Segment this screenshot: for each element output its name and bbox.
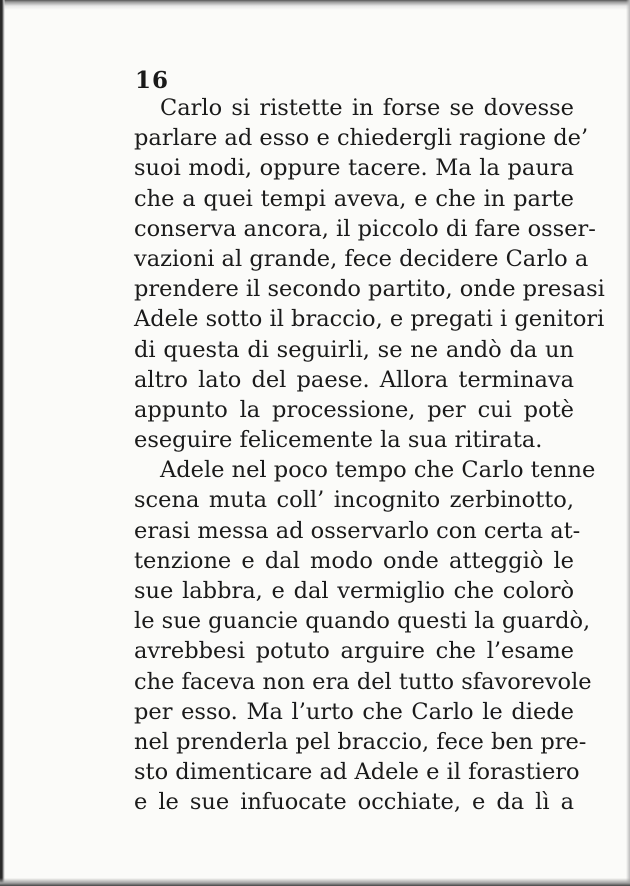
page-bottom-edge [0,878,630,886]
text-line: che faceva non era del tutto sfavorevole [134,668,592,695]
text-line: erasi messa ad osservarlo con certa at- [134,517,581,544]
text-line: sto dimenticare ad Adele e il forastiero [134,759,580,786]
page-number: 16 [135,67,170,94]
text-line: per esso. Ma l’urto che Carlo le diede [134,698,574,725]
page-left-edge [0,0,5,886]
text-line: nel prenderla pel braccio, fece ben pre- [134,728,587,755]
text-line: eseguire felicemente la sua ritirata. [134,427,543,454]
text-line: suoi modi, oppure tacere. Ma la paura [134,155,574,182]
text-line: avrebbesi potuto arguire che l’esame [134,638,574,665]
page-right-edge [626,0,630,886]
text-line: e le sue infuocate occhiate, e da lì a [134,789,574,816]
body-text [134,93,605,818]
text-line: tenzione e dal modo onde atteggiò le [134,547,574,574]
text-line: sue labbra, e dal vermiglio che colorò [134,578,574,604]
text-line: appunto la processione, per cui potè [134,396,574,423]
text-line: vazioni al grande, fece decidere Carlo a [134,245,589,272]
text-line: scena muta coll’ incognito zerbinotto, [134,487,574,514]
text-line: Carlo si ristette in forse se dovesse [160,95,574,121]
text-line: altro lato del paese. Allora terminava [134,366,574,393]
text-line: parlare ad esso e chiedergli ragione de’ [134,125,589,152]
text-line: prendere il secondo partito, onde presasi [134,276,605,303]
text-line: che a quei tempi aveva, e che in parte [134,185,574,212]
text-line: le sue guancie quando questi la guardò, [134,608,591,635]
text-line: di questa di seguirli, se ne andò da un [134,336,574,363]
text-line: Adele sotto il braccio, e pregati i genitori [134,306,605,333]
text-line: Adele nel poco tempo che Carlo tenne [160,457,596,484]
text-line: conserva ancora, il piccolo di fare osser- [134,215,596,242]
page-top-edge [0,0,630,10]
